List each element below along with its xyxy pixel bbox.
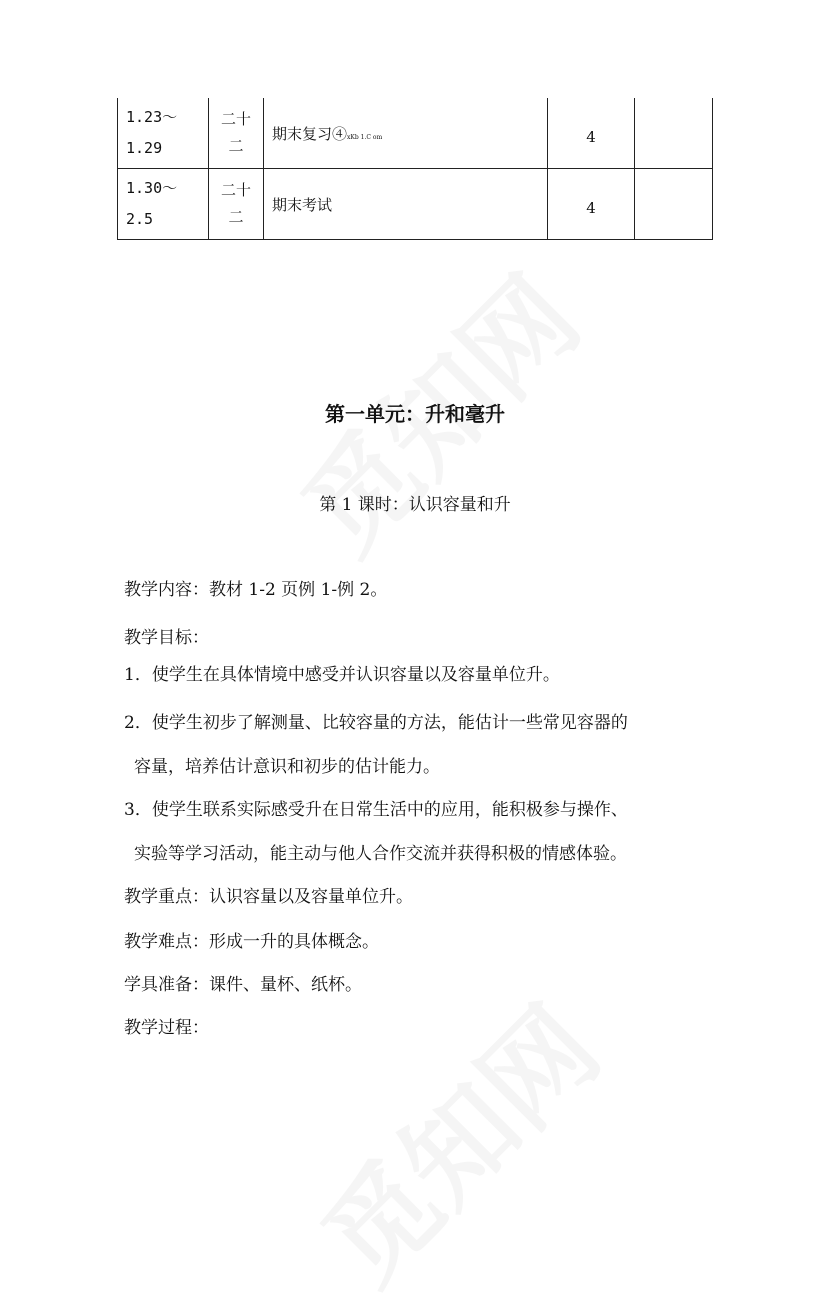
unit-title: 第一单元：升和毫升: [325, 402, 505, 426]
date-end: 2.5: [126, 210, 154, 228]
materials: 学具准备：课件、量杯、纸杯。: [124, 975, 362, 995]
objectives-heading: 教学目标：: [124, 628, 209, 648]
schedule-table: [117, 98, 713, 240]
objective-2-line1: 2．使学生初步了解测量、比较容量的方法，能估计一些常见容器的: [124, 713, 628, 733]
note-cell: [635, 169, 713, 240]
date-cell: [118, 98, 209, 169]
week-bottom: 二: [228, 137, 244, 155]
table-row: [118, 98, 713, 169]
difficult-point: 教学难点：形成一升的具体概念。: [124, 932, 379, 952]
content-small-text: xKb 1.C om: [347, 133, 383, 141]
objective-2-line2: 容量，培养估计意识和初步的估计能力。: [134, 757, 440, 777]
objective-3-line2: 实验等学习活动，能主动与他人合作交流并获得积极的情感体验。: [134, 844, 627, 864]
date-start: 1.30～: [126, 179, 178, 197]
week-top: 二十: [220, 110, 251, 128]
content-text: 期末考试: [272, 195, 333, 214]
content-text: 期末复习④: [272, 124, 348, 143]
key-point: 教学重点：认识容量以及容量单位升。: [124, 887, 413, 907]
week-top: 二十: [220, 181, 251, 199]
hours-cell: 4: [548, 169, 635, 240]
objective-1: 1．使学生在具体情境中感受并认识容量以及容量单位升。: [124, 665, 560, 685]
date-end: 1.29: [126, 139, 163, 157]
process-heading: 教学过程：: [124, 1018, 209, 1038]
date-start: 1.23～: [126, 108, 178, 126]
content-cell: [264, 98, 548, 169]
watermark: [282, 966, 627, 1311]
table-row: [118, 169, 713, 240]
date-cell: [118, 169, 209, 240]
lesson-title: 第 1 课时：认识容量和升: [319, 495, 511, 515]
week-bottom: 二: [228, 208, 244, 226]
note-cell: [635, 98, 713, 169]
content-cell: [264, 169, 548, 240]
week-cell: [209, 169, 264, 240]
objective-3-line1: 3．使学生联系实际感受升在日常生活中的应用，能积极参与操作、: [124, 800, 628, 820]
week-cell: [209, 98, 264, 169]
hours-cell: 4: [548, 98, 635, 169]
teaching-content: 教学内容：教材 1-2 页例 1-例 2。: [124, 580, 388, 600]
